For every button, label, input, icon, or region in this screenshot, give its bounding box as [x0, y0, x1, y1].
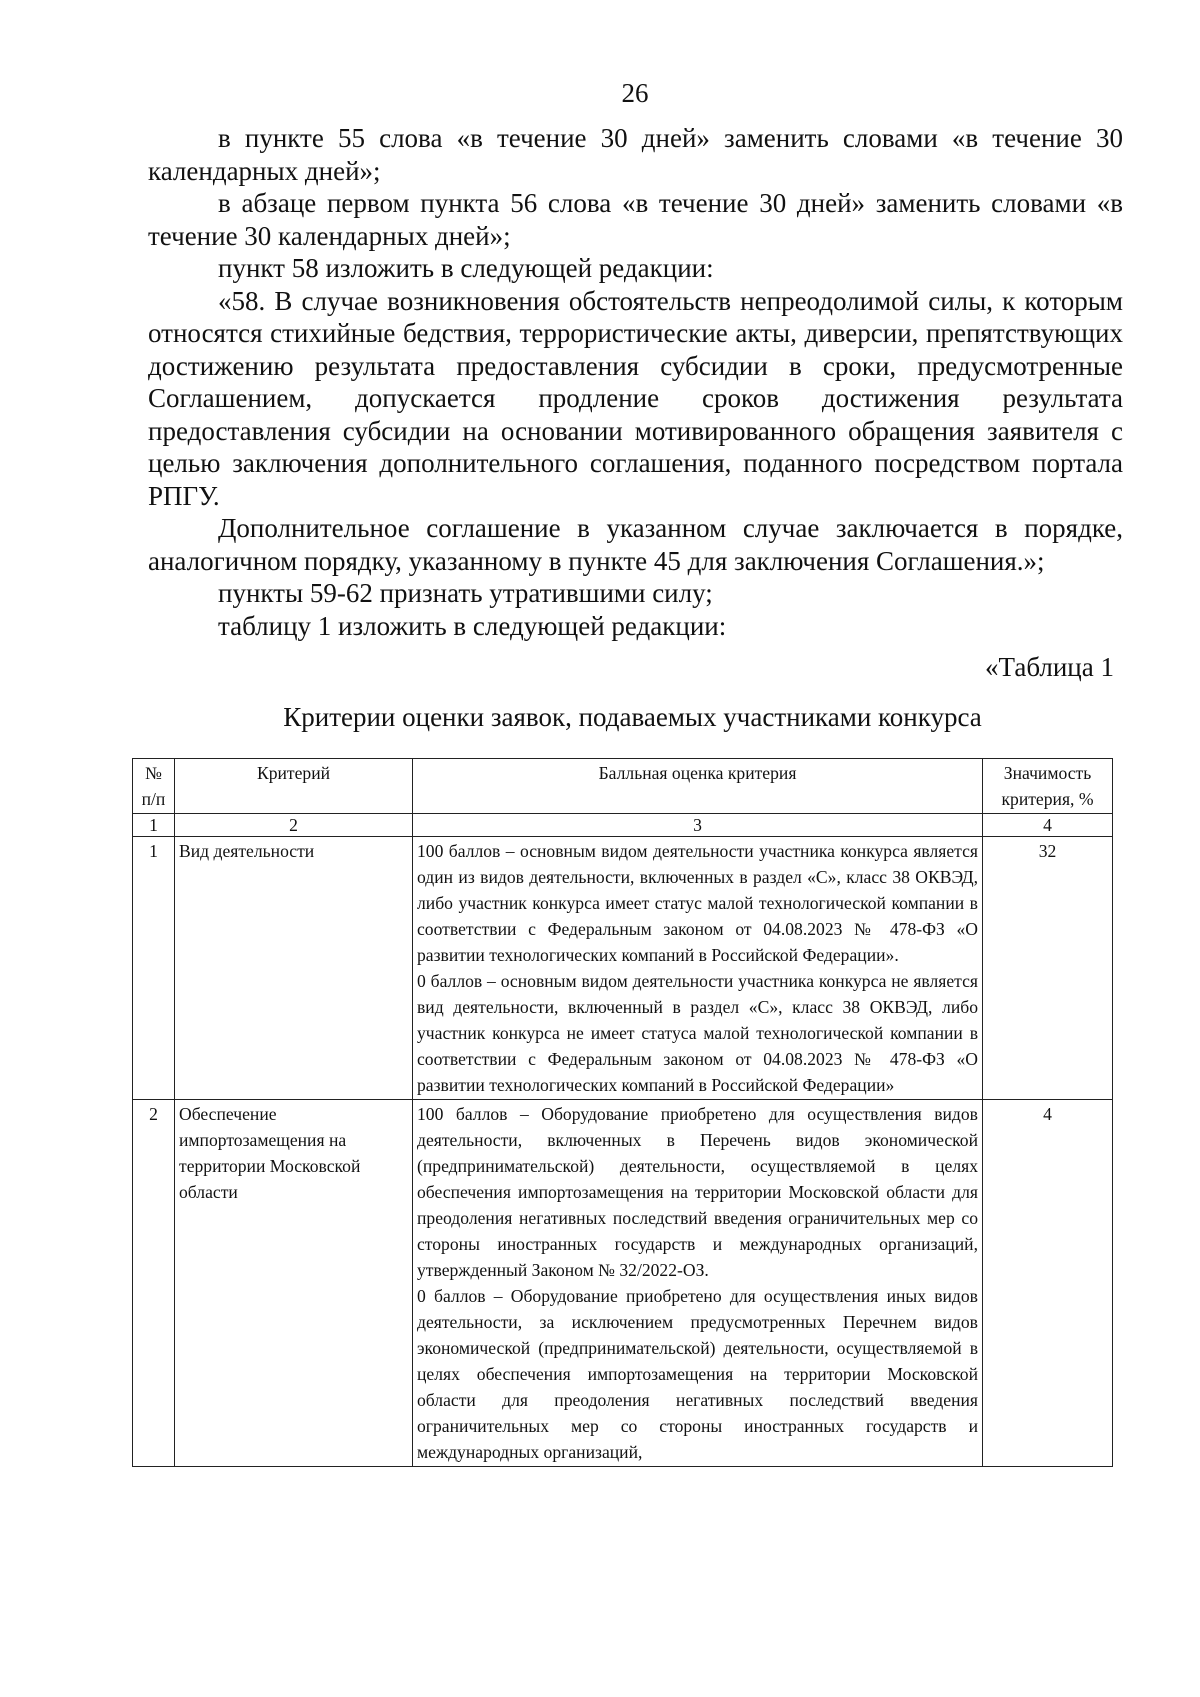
table-row — [133, 837, 1113, 1100]
row-scores — [413, 1100, 983, 1467]
header-number: № п/п — [133, 759, 175, 814]
page-number: 26 — [621, 78, 649, 108]
row-weight: 4 — [983, 1100, 1113, 1467]
score-text: 0 баллов – Оборудование приобретено для осуществления иных видов деятельности, за исключением предусмотренных Перечнем видов экономической (предпринимательской) деятельности, осуществляемой в целях обеспечения импортозамещения на территории Московской области для преодоления негативных последствий введения ограничительных мер со стороны иностранных государств и международных организаций, — [417, 1286, 978, 1462]
body-text — [148, 122, 1123, 642]
paragraph-6: пункты 59-62 признать утратившими силу; — [218, 578, 713, 608]
row-criterion: Вид деятельности — [175, 837, 413, 1100]
score-text: 100 баллов – основным видом деятельности участника конкурса является один из видов деятельности, включенных в раздел «С», класс 38 ОКВЭД, либо участник конкурса имеет статус малой технологической компании в соответствии с Федеральным законом от 04.08.2023 № 478-ФЗ «О развитии технологических компаний в Российской Федерации». — [417, 841, 978, 965]
row-number: 2 — [133, 1100, 175, 1467]
score-text: 0 баллов – основным видом деятельности участника конкурса не является вид деятельности, включенный в раздел «С», класс 38 ОКВЭД, либо участник конкурса не имеет статуса малой технологической компании в соответствии с Федеральным законом от 04.08.2023 № 478-ФЗ «О развитии технологических компаний в Российской Федерации» — [417, 971, 978, 1095]
column-number: 3 — [413, 814, 983, 837]
paragraph-5: Дополнительное соглашение в указанном случае заключается в порядке, аналогичном порядку, указанному в пункте 45 для заключения Соглашения.»; — [148, 513, 1123, 576]
row-number: 1 — [133, 837, 175, 1100]
paragraph-4: «58. В случае возникновения обстоятельств непреодолимой силы, к которым относятся стихийные бедствия, террористические акты, диверсии, препятствующих достижению результата предоставления субсидии в сроки, предусмотренные Соглашением, допускается продление сроков достижения результата предоставления субсидии на основании мотивированного обращения заявителя с целью заключения дополнительного соглашения, поданного посредством портала РПГУ. — [148, 285, 1123, 511]
table-label: «Таблица 1 — [985, 652, 1114, 682]
header-weight: Значимость критерия, % — [983, 759, 1113, 814]
column-number: 1 — [133, 814, 175, 837]
paragraph-1: в пункте 55 слова «в течение 30 дней» заменить словами «в течение 30 календарных дней»; — [148, 123, 1123, 186]
row-weight: 32 — [983, 837, 1113, 1100]
row-scores — [413, 837, 983, 1100]
criteria-table — [132, 758, 1113, 1467]
table-header-row — [133, 759, 1113, 814]
header-criterion: Критерий — [175, 759, 413, 814]
table-title: Критерии оценки заявок, подаваемых участниками конкурса — [283, 702, 982, 732]
column-number: 2 — [175, 814, 413, 837]
column-number: 4 — [983, 814, 1113, 837]
row-criterion: Обеспечение импортозамещения на территории Московской области — [175, 1100, 413, 1467]
paragraph-7: таблицу 1 изложить в следующей редакции: — [218, 610, 727, 641]
table-row — [133, 1100, 1113, 1467]
paragraph-3: пункт 58 изложить в следующей редакции: — [218, 253, 714, 283]
column-number-row — [133, 814, 1113, 837]
header-score: Балльная оценка критерия — [413, 759, 983, 814]
score-text: 100 баллов – Оборудование приобретено для осуществления видов деятельности, включенных в Перечень видов экономической (предпринимательской) деятельности, осуществляемой в целях обеспечения импортозамещения на территории Московской области для преодоления негативных последствий введения ограничительных мер со стороны иностранных государств и международных организаций, утвержденный Законом № 32/2022-ОЗ. — [417, 1104, 978, 1280]
paragraph-2: в абзаце первом пункта 56 слова «в течение 30 дней» заменить словами «в течение 30 календарных дней»; — [148, 188, 1123, 251]
